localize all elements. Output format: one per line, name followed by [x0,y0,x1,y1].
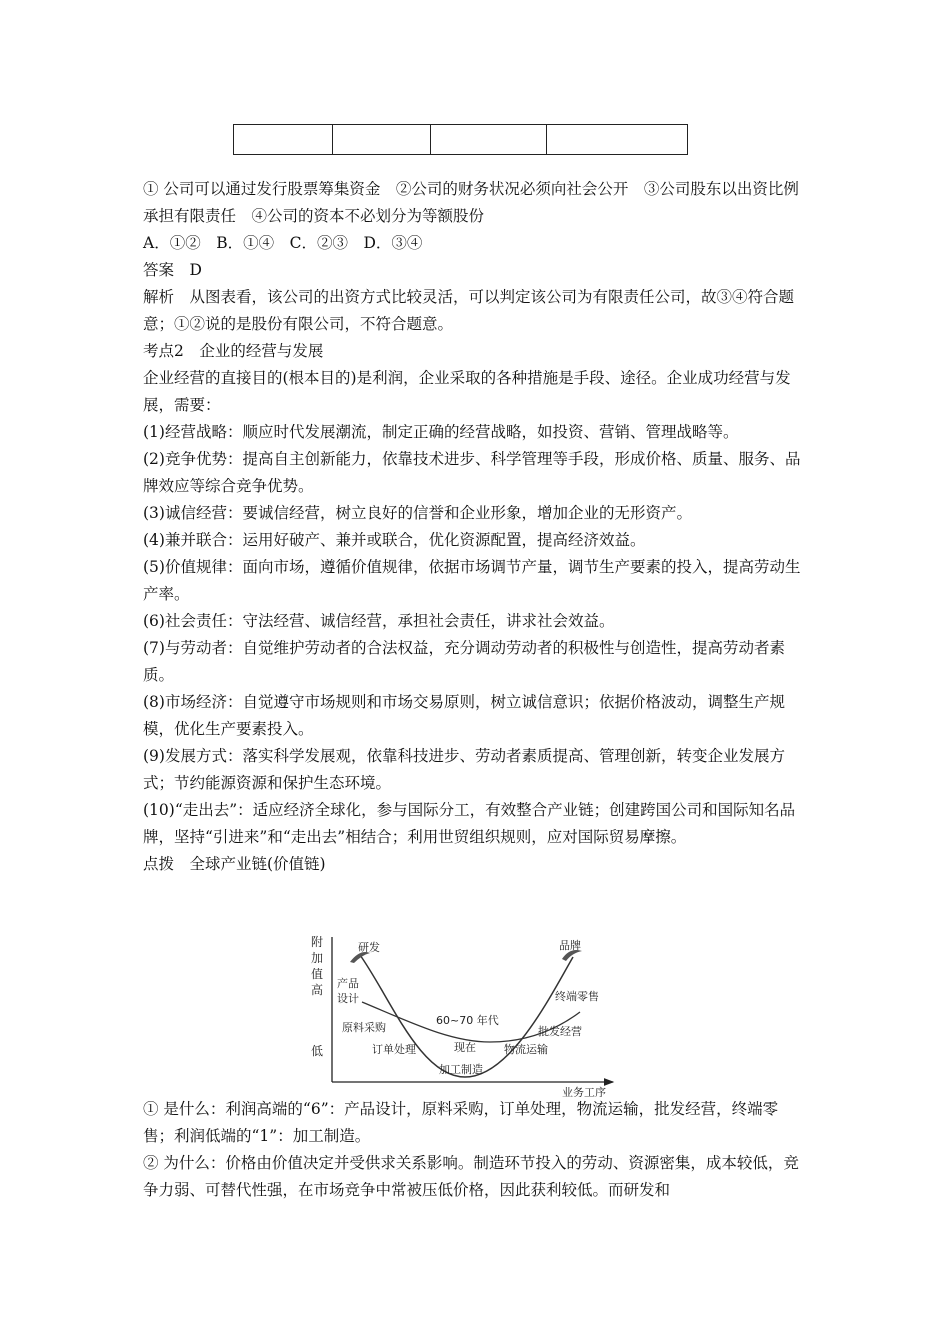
point-item: (10)“走出去”：适应经济全球化，参与国际分工，有效整合产业链；创建跨国公司和国际知名品牌，坚持“引进来”和“走出去”相结合；利用世贸组织规则，应对国际贸易摩擦。 [143,801,796,846]
section-heading: 考点2 企业的经营与发展 [143,342,324,360]
table-cell [431,125,547,155]
y-axis-label-char: 高 [311,983,324,997]
point-item: (6)社会责任：守法经营、诚信经营，承担社会责任，讲求社会效益。 [143,612,615,630]
tip-heading: 点拨 全球产业链(价值链) [143,855,326,873]
point-item: (7)与劳动者：自觉维护劳动者的合法权益，充分调动劳动者的积极性与创造性，提高劳动者素质。 [143,639,785,684]
label-logistics: 物流运输 [504,1043,548,1056]
x-axis-label: 业务工序 [562,1086,606,1097]
y-axis-label-char: 值 [311,967,324,981]
label-rnd: 研发 [358,941,380,954]
label-era: 60~70 年代 [436,1014,499,1027]
explanation-paragraph: ① 是什么：利润高端的“6”：产品设计，原料采购，订单处理，物流运输，批发经营，终端零售；利润低端的“1”：加工制造。 [143,1100,779,1145]
question-options: ① 公司可以通过发行股票筹集资金 ②公司的财务状况必须向社会公开 ③公司股东以出资比例承担有限责任 ④公司的资本不必划分为等额股份 [143,180,799,225]
section-intro: 企业经营的直接目的(根本目的)是利润，企业采取的各种措施是手段、途径。企业成功经营与发展，需要： [143,369,791,414]
explanation-paragraph: ② 为什么：价格由价值决定并受供求关系影响。制造环节投入的劳动、资源密集，成本较低，竞争力弱、可替代性强，在市场竞争中常被压低价格，因此获利较低。而研发和 [143,1154,799,1199]
label-brand: 品牌 [559,939,581,952]
point-item: (1)经营战略：顺应时代发展潮流，制定正确的经营战略，如投资、营销、管理战略等。 [143,423,739,441]
y-axis-label-char: 加 [311,951,324,965]
answer-line: 答案 D [143,261,202,279]
y-axis-label-char: 附 [311,935,324,949]
label-retail: 终端零售 [555,990,599,1003]
smile-curve-diagram [300,927,620,1097]
label-manufacture: 加工制造 [439,1063,483,1076]
point-item: (8)市场经济：自觉遵守市场规则和市场交易原则，树立诚信意识；依据价格波动，调整生产规模，优化生产要素投入。 [143,693,785,738]
label-design: 产品 [337,977,359,990]
point-item: (9)发展方式：落实科学发展观，依靠科技进步、劳动者素质提高、管理创新，转变企业发展方式；节约能源资源和保护生态环境。 [143,747,785,792]
y-axis-low-label: 低 [311,1044,324,1058]
label-order: 订单处理 [372,1043,416,1056]
table-cell [234,125,333,155]
top-table-fragment [233,124,688,155]
point-item: (2)竞争优势：提高自主创新能力，依靠技术进步、科学管理等手段，形成价格、质量、服务、品牌效应等综合竞争优势。 [143,450,801,495]
point-item: (5)价值规律：面向市场，遵循价值规律，依据市场调节产量，调节生产要素的投入，提高劳动生产率。 [143,558,801,603]
label-wholesale: 批发经营 [538,1025,582,1038]
label-design: 设计 [337,992,359,1005]
label-procure: 原料采购 [342,1021,386,1034]
value-chain-figure [300,927,620,1097]
explanation-text [143,1096,803,1204]
table-row [234,125,688,155]
label-now: 现在 [454,1041,476,1054]
table-cell [547,125,688,155]
question-choices: A．①② B．①④ C．②③ D．③④ [143,234,423,252]
point-item: (4)兼并联合：运用好破产、兼并或联合，优化资源配置，提高经济效益。 [143,531,646,549]
point-item: (3)诚信经营：要诚信经营，树立良好的信誉和企业形象，增加企业的无形资产。 [143,504,692,522]
analysis-paragraph: 解析 从图表看，该公司的出资方式比较灵活，可以判定该公司为有限责任公司，故③④符合题意；①②说的是股份有限公司，不符合题意。 [143,288,795,333]
main-text [143,176,803,878]
table-cell [333,125,431,155]
